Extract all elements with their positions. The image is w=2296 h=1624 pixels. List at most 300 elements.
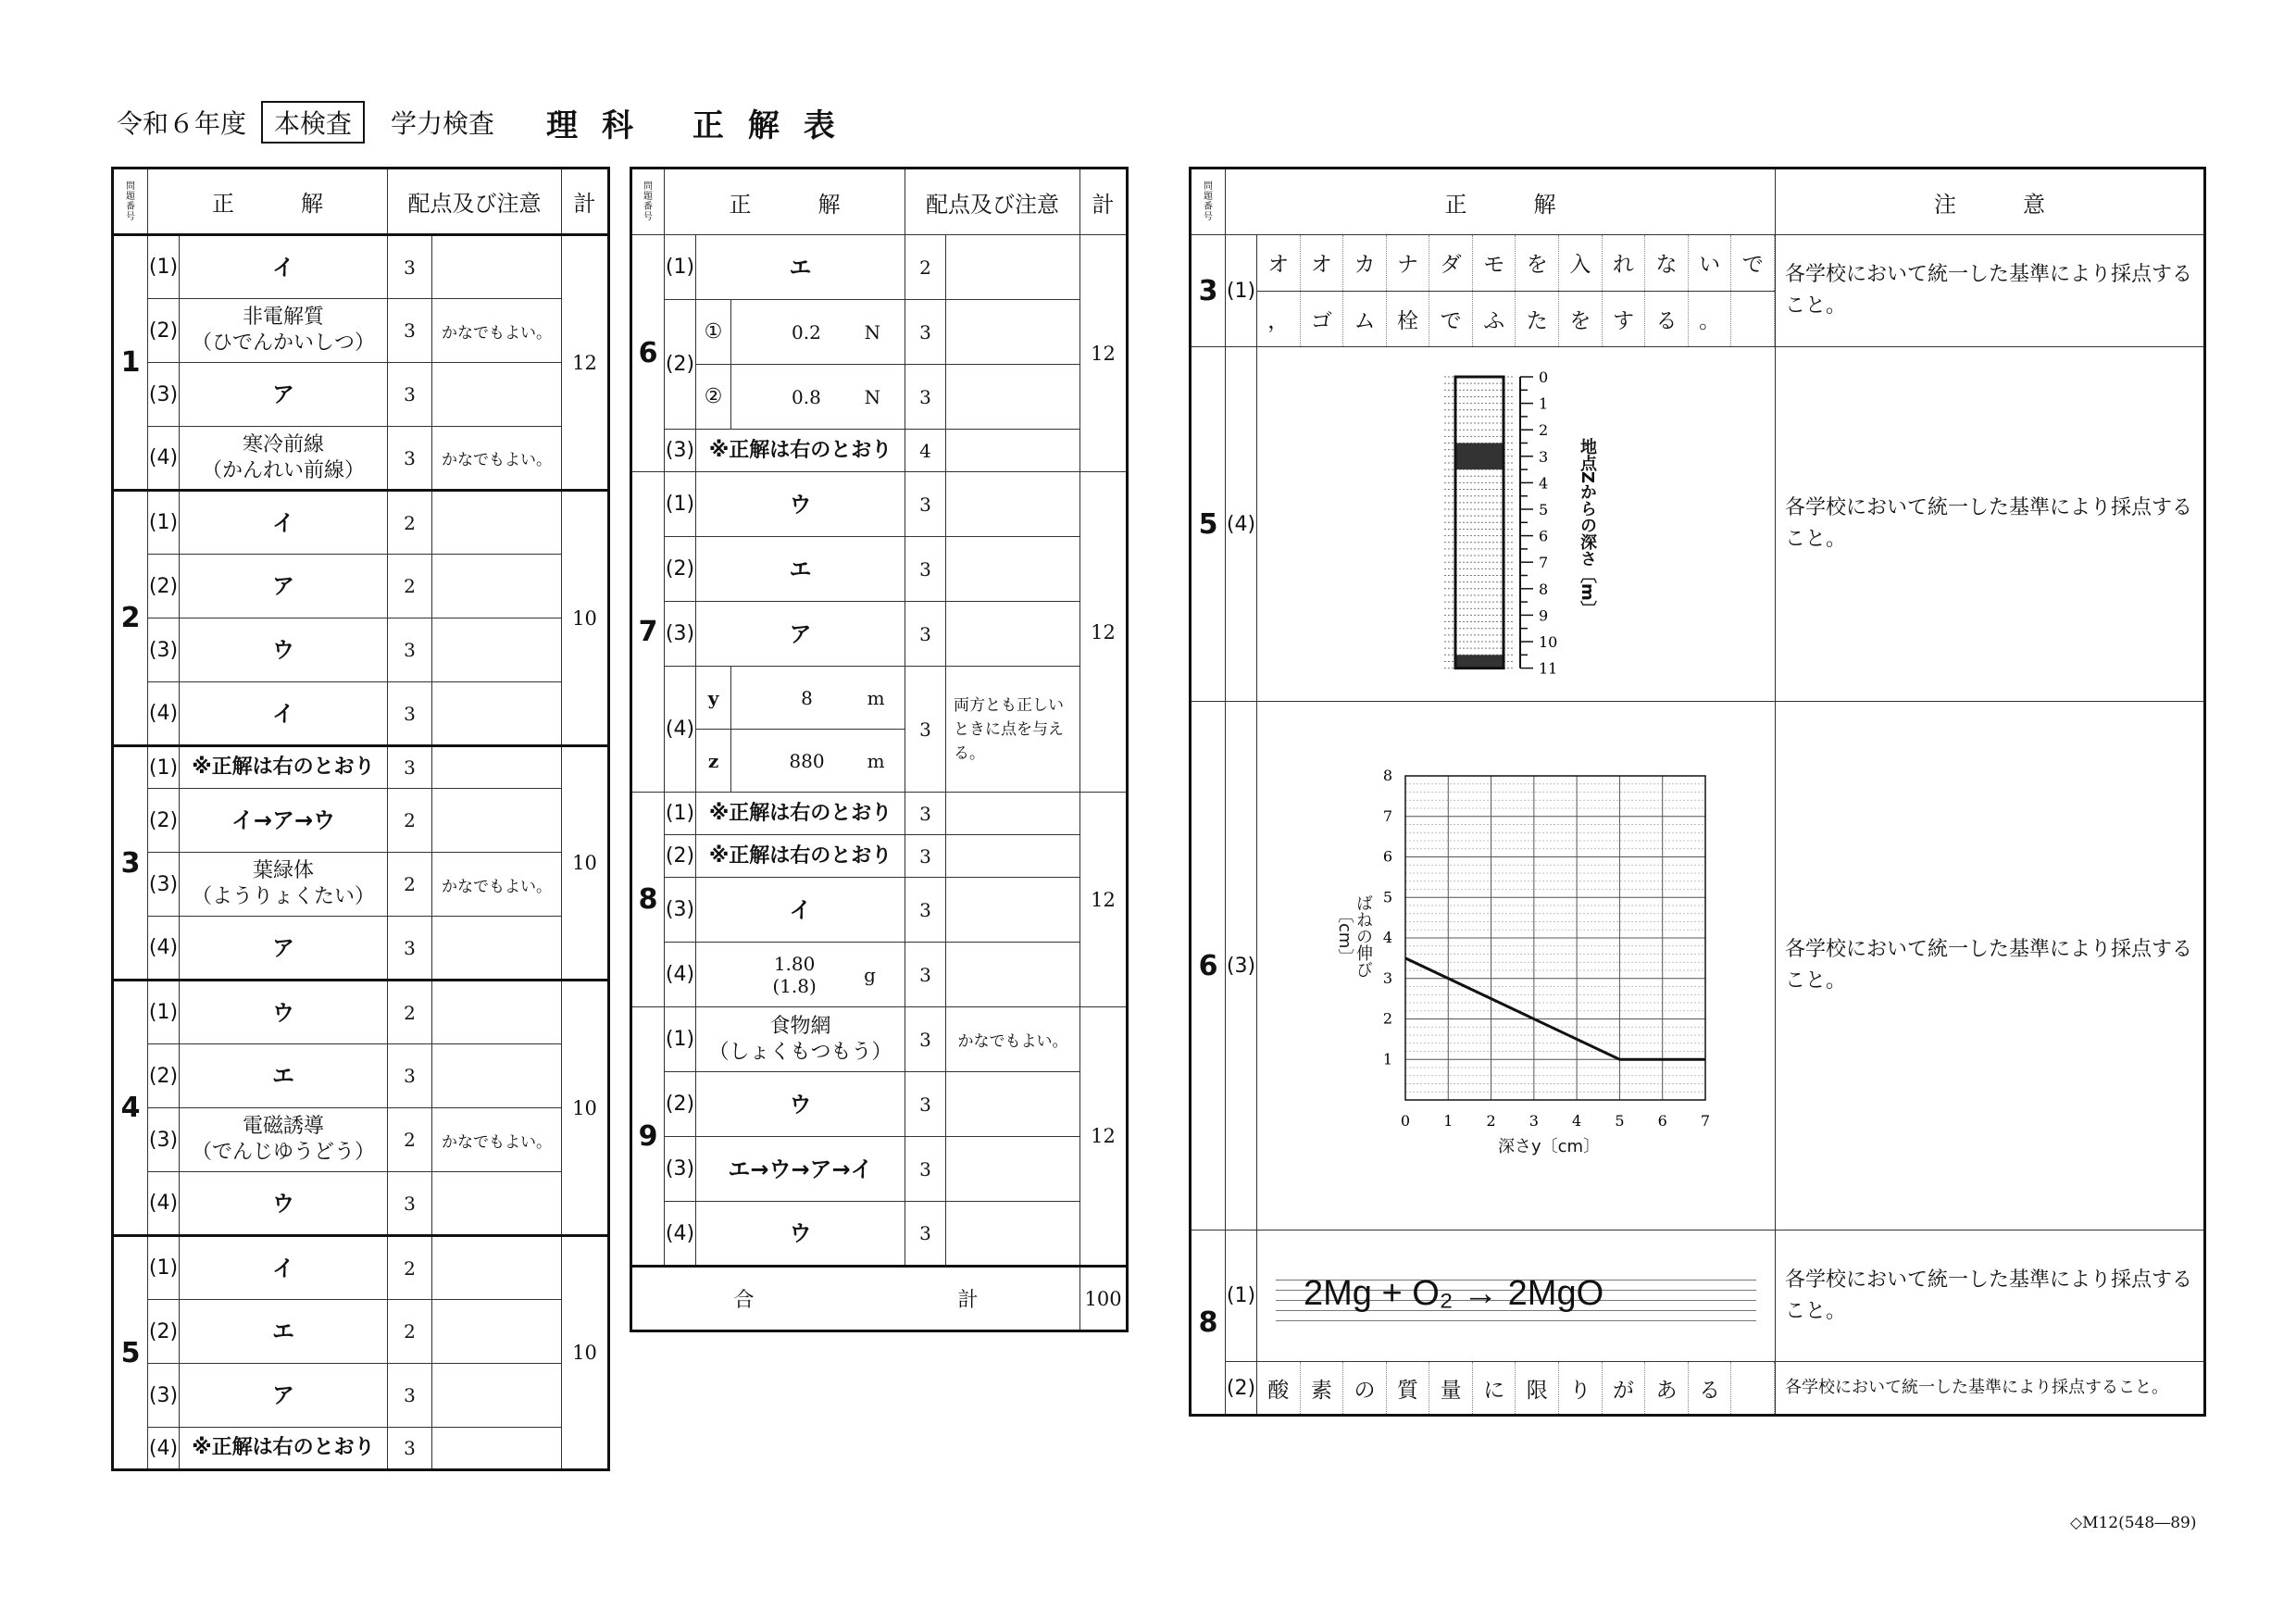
depth-tick-label: 1 — [1539, 394, 1549, 413]
points-cell: 3 — [388, 917, 432, 981]
depth-tick-label: 9 — [1539, 606, 1549, 625]
page-title: 理科 正解表 — [546, 106, 859, 144]
sub-number: (2) — [148, 555, 180, 618]
answer-cell: エ — [180, 1300, 388, 1364]
points-cell: 3 — [388, 299, 432, 363]
answer-char: オ — [1301, 235, 1344, 291]
points-cell: 2 — [388, 853, 432, 917]
points-cell: 3 — [388, 235, 432, 299]
table-row — [113, 235, 609, 299]
sub-number: (2) — [148, 1300, 180, 1364]
qnum-header: 問題番号 — [1191, 169, 1226, 235]
answer-char: ゴ — [1301, 292, 1344, 347]
note-cell: かなでもよい。 — [432, 853, 562, 917]
table-row — [631, 537, 1128, 602]
note-cell — [432, 555, 562, 618]
answer-cell: 寒冷前線 （かんれい前線） — [180, 427, 388, 491]
answer-char: 酸 — [1257, 1362, 1301, 1414]
answer-char: ナ — [1387, 235, 1430, 291]
answer-char: 素 — [1301, 1362, 1344, 1414]
sub-number: (2) — [1226, 1362, 1257, 1416]
answer-char: に — [1473, 1362, 1516, 1414]
question-number: 7 — [631, 472, 665, 793]
table-row — [113, 1364, 609, 1428]
table-row — [631, 430, 1128, 472]
answer-char: ダ — [1429, 235, 1473, 291]
answer-cell: ※正解は右のとおり — [696, 430, 905, 472]
answer-cell — [1257, 702, 1776, 1230]
table-row — [113, 1172, 609, 1236]
note-cell — [432, 1044, 562, 1108]
table-row — [631, 835, 1128, 878]
note-cell — [432, 1428, 562, 1470]
answer-char: の — [1343, 1362, 1387, 1414]
answer-char: 限 — [1516, 1362, 1559, 1414]
sub-number: (4) — [665, 943, 696, 1007]
depth-tick-label: 8 — [1539, 580, 1549, 598]
note-cell: かなでもよい。 — [432, 299, 562, 363]
answer-cell: 葉緑体 （ようりょくたい） — [180, 853, 388, 917]
answer-char: が — [1603, 1362, 1646, 1414]
variable-label: y — [696, 667, 731, 730]
points-cell: 3 — [388, 746, 432, 789]
note-cell — [432, 363, 562, 427]
sub-number: (2) — [148, 299, 180, 363]
sub-number: (2) — [148, 1044, 180, 1108]
points-cell: 3 — [905, 1137, 946, 1202]
note-cell: 両方とも正しいときに点を与える。 — [946, 667, 1080, 793]
sub-number: (3) — [1226, 702, 1257, 1230]
note-cell — [432, 1364, 562, 1428]
question-number: 8 — [631, 793, 665, 1007]
y-tick-label: 2 — [1382, 1009, 1392, 1028]
total-cell: 12 — [562, 235, 609, 491]
boxed-label: 本検査 — [261, 101, 365, 144]
answer-char: た — [1516, 292, 1559, 347]
points-cell: 3 — [905, 793, 946, 835]
answer-cell: ウ — [696, 1202, 905, 1267]
points-cell: 3 — [388, 1428, 432, 1470]
total-header: 計 — [562, 169, 609, 235]
depth-tick-label: 6 — [1539, 527, 1549, 545]
note-cell — [946, 235, 1080, 300]
answer-cell: ※正解は右のとおり — [696, 793, 905, 835]
sum-row — [631, 1267, 1128, 1331]
total-cell: 12 — [1080, 1007, 1128, 1267]
total-cell: 10 — [562, 1236, 609, 1470]
x-tick-label: 7 — [1700, 1112, 1711, 1130]
sub-number: (3) — [665, 602, 696, 667]
note-cell — [946, 1072, 1080, 1137]
note-cell — [946, 300, 1080, 365]
note-cell — [946, 943, 1080, 1007]
answer-char: る — [1645, 292, 1689, 347]
answer-char: な — [1645, 235, 1689, 291]
x-tick-label: 6 — [1657, 1112, 1667, 1130]
total-cell: 10 — [562, 491, 609, 746]
points-cell: 3 — [905, 943, 946, 1007]
answer-cell: 非電解質 （ひでんかいしつ） — [180, 299, 388, 363]
note-cell — [946, 793, 1080, 835]
points-cell: 2 — [388, 789, 432, 853]
series-line — [1405, 958, 1705, 1059]
sub-number: (3) — [148, 1108, 180, 1172]
note-cell — [946, 365, 1080, 430]
answer-cell: 8 m — [731, 667, 905, 730]
exam-label: 学力検査 — [391, 108, 495, 139]
table-row — [113, 491, 609, 555]
answer-char: れ — [1603, 235, 1646, 291]
total-cell: 12 — [1080, 235, 1128, 472]
answer-char: い — [1689, 235, 1732, 291]
total-cell: 10 — [562, 981, 609, 1236]
table-row — [113, 1108, 609, 1172]
question-number: 5 — [1191, 347, 1226, 702]
answer-cell: ウ — [180, 618, 388, 682]
answer-cell: ウ — [696, 1072, 905, 1137]
answer-char — [1731, 292, 1775, 347]
answer-cell — [1257, 347, 1776, 702]
answer-cell: ウ — [180, 981, 388, 1044]
x-tick-label: 4 — [1572, 1112, 1582, 1130]
table-row — [113, 1428, 609, 1470]
sub-number: (1) — [665, 472, 696, 537]
points-cell: 3 — [905, 1007, 946, 1072]
y-tick-label: 5 — [1382, 888, 1392, 906]
answer-char — [1731, 1362, 1775, 1414]
sub-number: (3) — [148, 618, 180, 682]
points-cell: 3 — [388, 618, 432, 682]
answer-cell: ※正解は右のとおり — [180, 746, 388, 789]
question-number: 5 — [113, 1236, 148, 1470]
table-row — [1191, 702, 2205, 1230]
answer-char: あ — [1645, 1362, 1689, 1414]
answer-char: で — [1429, 292, 1473, 347]
points-cell: 2 — [388, 555, 432, 618]
table-row — [113, 618, 609, 682]
table-row — [113, 299, 609, 363]
answer-cell: 1.80 (1.8) g — [696, 943, 905, 1007]
points-cell: 3 — [905, 1072, 946, 1137]
table-row — [113, 427, 609, 491]
table-row — [1191, 1230, 2205, 1362]
sub-number: (3) — [665, 430, 696, 472]
sub-number: (4) — [148, 1172, 180, 1236]
total-cell: 12 — [1080, 793, 1128, 1007]
sub-number: (1) — [665, 235, 696, 300]
answer-header: 正 解 — [665, 169, 905, 235]
points-cell: 2 — [388, 1300, 432, 1364]
answer-cell: 電磁誘導 （でんじゆうどう） — [180, 1108, 388, 1172]
question-number: 9 — [631, 1007, 665, 1267]
table-row — [631, 365, 1128, 430]
sub-number: (4) — [148, 1428, 180, 1470]
points-cell: 2 — [905, 235, 946, 300]
answer-cell: イ→ア→ウ — [180, 789, 388, 853]
note-cell — [432, 618, 562, 682]
note-cell — [432, 981, 562, 1044]
answer-cell: ※正解は右のとおり — [696, 835, 905, 878]
sub-number: (1) — [148, 235, 180, 299]
sub-number: (1) — [1226, 1230, 1257, 1362]
points-cell: 2 — [388, 491, 432, 555]
variable-label: z — [696, 730, 731, 793]
year-label: 令和６年度 — [117, 108, 247, 139]
points-cell: 3 — [388, 427, 432, 491]
depth-axis-label: 地点Zからの深さ〔m〕 — [1578, 438, 1597, 618]
answer-char: ， — [1257, 292, 1301, 347]
answer-cell: イ — [180, 1236, 388, 1300]
depth-tick-label: 3 — [1539, 447, 1549, 466]
answer-cell: 880 m — [731, 730, 905, 793]
char-row — [1257, 1362, 1775, 1414]
answer-cell — [1257, 1362, 1776, 1416]
table-row — [113, 1300, 609, 1364]
points-cell: 2 — [388, 1236, 432, 1300]
sub-number: (4) — [665, 1202, 696, 1267]
footer-code: ◇M12(548―89) — [2070, 1514, 2197, 1532]
total-cell: 12 — [1080, 472, 1128, 793]
table-row — [631, 1202, 1128, 1267]
table-row — [631, 793, 1128, 835]
table-row — [631, 300, 1128, 365]
table-row — [113, 917, 609, 981]
points-cell: 3 — [388, 1364, 432, 1428]
filled-layer — [1455, 443, 1504, 470]
depth-tick-label: 5 — [1539, 501, 1549, 518]
x-tick-label: 3 — [1529, 1112, 1539, 1130]
points-cell: 3 — [905, 365, 946, 430]
sub-number: (1) — [148, 746, 180, 789]
points-cell: 2 — [388, 981, 432, 1044]
depth-tick-label: 10 — [1539, 633, 1558, 651]
answer-table-left — [111, 167, 610, 1471]
note-cell — [432, 1300, 562, 1364]
sub-number: (4) — [1226, 347, 1257, 702]
answer-char: を — [1559, 292, 1603, 347]
table-row — [631, 235, 1128, 300]
answer-cell: ア — [180, 1364, 388, 1428]
note-cell — [946, 430, 1080, 472]
answer-char: カ — [1343, 235, 1387, 291]
note-cell: 各学校において統一した基準により採点すること。 — [1776, 1230, 2205, 1362]
answer-char: を — [1516, 235, 1559, 291]
table-row — [1191, 347, 2205, 702]
question-number: 8 — [1191, 1230, 1226, 1416]
qnum-header: 問題番号 — [631, 169, 665, 235]
x-tick-label: 1 — [1443, 1112, 1454, 1130]
char-row — [1257, 235, 1775, 292]
note-cell — [946, 602, 1080, 667]
sub-number: (2) — [665, 537, 696, 602]
y-tick-label: 8 — [1382, 767, 1392, 784]
table-row — [1191, 235, 2205, 347]
points-cell: 3 — [905, 602, 946, 667]
note-cell — [946, 472, 1080, 537]
answer-cell: エ — [696, 537, 905, 602]
table-row — [631, 602, 1128, 667]
sub-number: (2) — [665, 1072, 696, 1137]
answer-cell: エ→ウ→ア→イ — [696, 1137, 905, 1202]
sum-value: 100 — [1080, 1267, 1128, 1331]
answer-cell: エ — [180, 1044, 388, 1108]
answer-cell — [1257, 1230, 1776, 1362]
points-cell: 3 — [388, 363, 432, 427]
sub-number: (4) — [148, 427, 180, 491]
table-row — [113, 1236, 609, 1300]
y-tick-label: 1 — [1382, 1050, 1392, 1068]
page-header — [117, 100, 859, 144]
table-row — [113, 363, 609, 427]
sub-number: (3) — [148, 363, 180, 427]
note-cell: 各学校において統一した基準により採点すること。 — [1776, 1362, 2205, 1416]
points-cell: 3 — [905, 472, 946, 537]
answer-cell: ア — [696, 602, 905, 667]
note-cell — [432, 789, 562, 853]
points-cell: 3 — [905, 1202, 946, 1267]
table-row — [631, 1072, 1128, 1137]
note-cell: 各学校において統一した基準により採点すること。 — [1776, 347, 2205, 702]
table-row — [631, 943, 1128, 1007]
x-tick-label: 2 — [1486, 1112, 1496, 1130]
sub-number: (4) — [148, 682, 180, 746]
depth-tick-label: 7 — [1539, 554, 1549, 572]
table-row — [631, 878, 1128, 943]
answer-char: る — [1689, 1362, 1732, 1414]
answer-cell: 0.2 N — [731, 300, 905, 365]
question-number: 3 — [113, 746, 148, 981]
y-tick-label: 4 — [1382, 929, 1392, 946]
answer-char: り — [1559, 1362, 1603, 1414]
table-row — [631, 472, 1128, 537]
answer-char: 栓 — [1387, 292, 1430, 347]
sub-number: (2) — [148, 789, 180, 853]
x-tick-label: 0 — [1400, 1112, 1411, 1130]
note-cell — [432, 235, 562, 299]
note-cell: かなでもよい。 — [432, 427, 562, 491]
note-cell — [432, 682, 562, 746]
table-row — [631, 1137, 1128, 1202]
sub-number: (1) — [665, 1007, 696, 1072]
answer-cell: イ — [180, 235, 388, 299]
sub-number: (3) — [665, 1137, 696, 1202]
strata-column-diagram — [1257, 347, 1776, 701]
answer-cell: イ — [696, 878, 905, 943]
total-header: 計 — [1080, 169, 1128, 235]
answer-cell: ウ — [696, 472, 905, 537]
table-row — [631, 667, 1128, 730]
sub-number: (4) — [665, 667, 696, 793]
note-cell: 各学校において統一した基準により採点すること。 — [1776, 235, 2205, 347]
sub-number: (3) — [148, 853, 180, 917]
points-header: 配点及び注意 — [905, 169, 1080, 235]
note-cell — [946, 835, 1080, 878]
points-cell: 2 — [388, 1108, 432, 1172]
table-row — [113, 853, 609, 917]
points-cell: 3 — [905, 835, 946, 878]
table-row — [113, 555, 609, 618]
answer-cell: ア — [180, 917, 388, 981]
sub-number: (2) — [665, 300, 696, 430]
note-cell — [432, 1236, 562, 1300]
question-number: 3 — [1191, 235, 1226, 347]
points-cell: 3 — [388, 682, 432, 746]
x-axis-label: 深さy〔cm〕 — [1498, 1137, 1601, 1156]
answer-cell: ウ — [180, 1172, 388, 1236]
answer-char: 。 — [1689, 292, 1732, 347]
sub-number: (1) — [148, 981, 180, 1044]
note-cell — [432, 491, 562, 555]
note-cell — [946, 878, 1080, 943]
answer-char: 入 — [1559, 235, 1603, 291]
answer-cell — [1257, 235, 1776, 347]
answer-char: オ — [1257, 235, 1301, 291]
filled-layer — [1455, 655, 1504, 668]
question-number: 6 — [631, 235, 665, 472]
points-cell: 3 — [388, 1172, 432, 1236]
answer-char: す — [1603, 292, 1646, 347]
sub-number: (3) — [665, 878, 696, 943]
answer-header: 正 解 — [148, 169, 388, 235]
note-header: 注 意 — [1776, 169, 2205, 235]
points-cell: 3 — [905, 300, 946, 365]
answer-cell: 食物網 （しょくもつもう） — [696, 1007, 905, 1072]
note-cell: かなでもよい。 — [946, 1007, 1080, 1072]
circled-mark: ② — [696, 365, 731, 430]
sub-number: (1) — [148, 491, 180, 555]
note-cell — [432, 917, 562, 981]
points-cell: 3 — [905, 667, 946, 793]
points-cell: 3 — [905, 878, 946, 943]
sub-number: (1) — [1226, 235, 1257, 347]
answer-char: で — [1731, 235, 1775, 291]
answer-cell: ア — [180, 363, 388, 427]
table-row — [631, 1007, 1128, 1072]
table-row — [1191, 1362, 2205, 1416]
table-row — [113, 981, 609, 1044]
answer-cell: ア — [180, 555, 388, 618]
answer-char: 質 — [1387, 1362, 1430, 1414]
note-cell — [946, 1137, 1080, 1202]
note-cell — [432, 1172, 562, 1236]
sub-number: (1) — [665, 793, 696, 835]
depth-tick-label: 2 — [1539, 421, 1549, 440]
answer-cell: 0.8 N — [731, 365, 905, 430]
answer-cell: エ — [696, 235, 905, 300]
question-number: 4 — [113, 981, 148, 1236]
table-row — [113, 1044, 609, 1108]
answer-header: 正 解 — [1226, 169, 1776, 235]
qnum-header: 問題番号 — [113, 169, 148, 235]
y-tick-label: 7 — [1382, 806, 1392, 825]
x-tick-label: 5 — [1615, 1112, 1625, 1130]
note-cell — [432, 746, 562, 789]
depth-tick-label: 11 — [1539, 659, 1558, 678]
note-cell: かなでもよい。 — [432, 1108, 562, 1172]
points-cell: 4 — [905, 430, 946, 472]
y-axis-label: ばねの伸び〔cm〕 — [1335, 894, 1373, 978]
question-number: 2 — [113, 491, 148, 746]
depth-tick-label: 4 — [1539, 474, 1549, 493]
y-tick-label: 6 — [1382, 847, 1392, 866]
char-row — [1257, 292, 1775, 347]
answer-cell: ※正解は右のとおり — [180, 1428, 388, 1470]
answer-char: モ — [1473, 235, 1516, 291]
sub-number: (2) — [665, 835, 696, 878]
answer-table-right — [1189, 167, 2206, 1417]
chemical-formula: 2Mg + O₂ → 2MgO — [1304, 1273, 1604, 1313]
table-row — [113, 746, 609, 789]
